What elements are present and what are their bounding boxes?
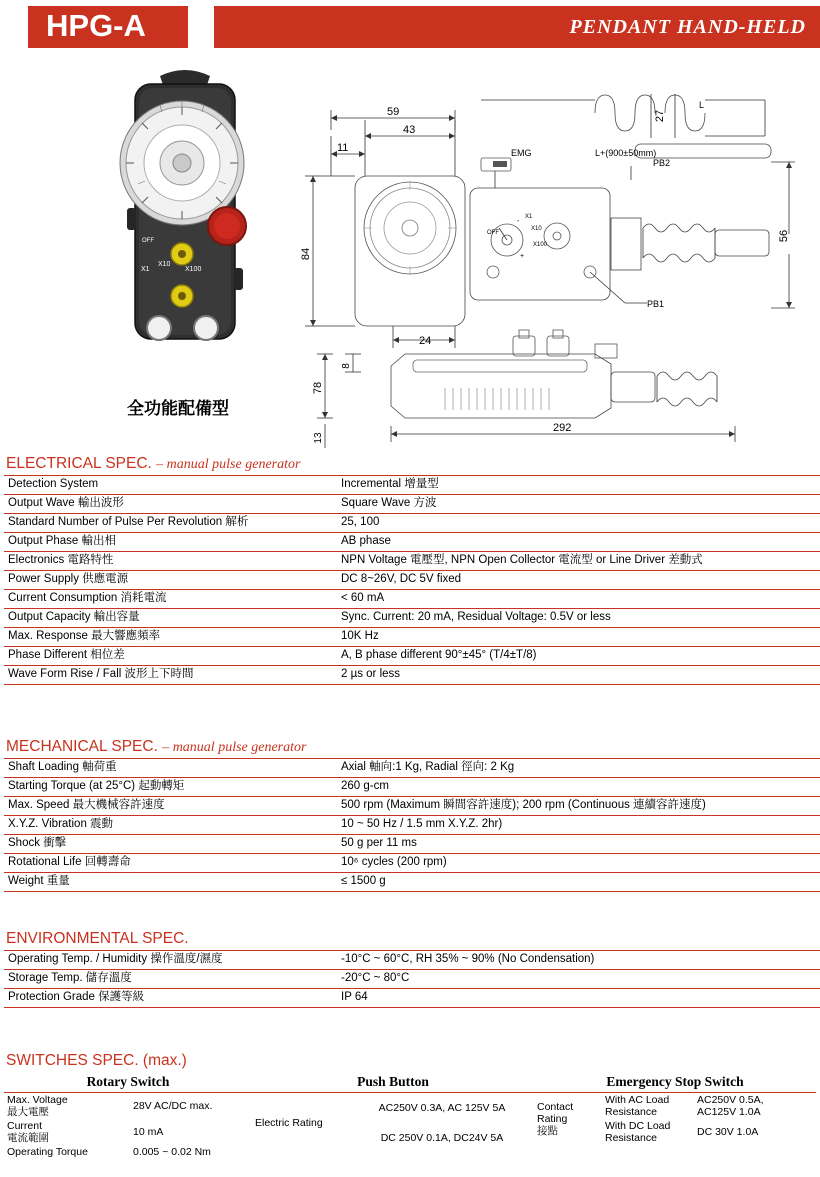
row-value: DC 30V 1.0A	[697, 1126, 759, 1139]
row-value: Sync. Current: 20 mA, Residual Voltage: 0.5V or less	[337, 609, 820, 628]
mechanical-spec-table	[4, 758, 820, 892]
electrical-spec-title-main: ELECTRICAL SPEC.	[6, 455, 152, 472]
value-line-1: AC250V 0.5A,	[697, 1094, 764, 1106]
contact-rating-label	[534, 1093, 602, 1145]
row-value: Incremental 增量型	[337, 476, 820, 495]
condition-line-1: With DC Load	[605, 1120, 671, 1133]
table-row	[4, 951, 820, 970]
table-row	[4, 759, 820, 778]
pendant-photo	[55, 58, 305, 398]
row-key: Current Consumption 消耗電流	[4, 590, 337, 609]
table-row	[4, 854, 820, 873]
table-row	[4, 628, 820, 647]
table-row	[4, 666, 820, 685]
row-key-en: Max. Voltage	[7, 1094, 68, 1106]
svg-text:X1: X1	[525, 214, 533, 220]
table-row	[4, 778, 820, 797]
svg-text:+: +	[520, 253, 525, 260]
row-key: Electronics 電路特性	[4, 552, 337, 571]
row-key: Protection Grade 保護等級	[4, 989, 337, 1008]
row-key: X.Y.Z. Vibration 震動	[4, 816, 337, 835]
condition-line-2: Resistance	[605, 1132, 657, 1145]
table-row	[4, 1145, 252, 1159]
row-key: Max. Speed 最大機械容許速度	[4, 797, 337, 816]
row-value: DC 250V 0.1A, DC24V 5A	[380, 1131, 504, 1144]
svg-text:X1: X1	[141, 266, 150, 273]
emergency-stop-table	[534, 1093, 816, 1145]
table-row	[4, 970, 820, 989]
row-value: AB phase	[337, 533, 820, 552]
row-value: AC250V 0.3A, AC 125V 5A	[378, 1101, 506, 1114]
row-key-en: Current	[7, 1120, 43, 1133]
row-value: ≤ 1500 g	[337, 873, 820, 892]
svg-text:43: 43	[403, 124, 416, 136]
row-key: Standard Number of Pulse Per Revolution 解析	[4, 514, 337, 533]
row-value: 10K Hz	[337, 628, 820, 647]
row-value: 10 mA	[133, 1126, 164, 1139]
row-value: Square Wave 方波	[337, 495, 820, 514]
row-key: Shock 衝擊	[4, 835, 337, 854]
svg-text:-: -	[517, 218, 520, 225]
svg-text:24: 24	[419, 335, 432, 347]
contact-label-3: 接點	[537, 1125, 558, 1138]
row-value: 25, 100	[337, 514, 820, 533]
row-value: NPN Voltage 電壓型, NPN Open Collector 電流型 or Line Driver 差動式	[337, 552, 820, 571]
push-button-label: Electric Rating	[255, 1116, 323, 1129]
svg-text:OFF: OFF	[142, 238, 154, 244]
row-value: 28V AC/DC max.	[133, 1100, 213, 1113]
device-caption: 全功能配備型	[127, 399, 229, 418]
page-header	[0, 0, 820, 54]
table-row	[4, 552, 820, 571]
emergency-stop-heading: Emergency Stop Switch	[606, 1074, 744, 1089]
table-row	[4, 1093, 252, 1119]
svg-text:L: L	[699, 100, 705, 110]
svg-text:PB1: PB1	[647, 299, 665, 309]
row-key: Output Capacity 輸出容量	[4, 609, 337, 628]
row-key-zh: 最大電壓	[7, 1106, 49, 1119]
environmental-spec-table	[4, 950, 820, 1008]
header-subtitle: PENDANT HAND-HELD	[569, 16, 806, 38]
table-row	[4, 476, 820, 495]
rotary-switch-table	[4, 1093, 252, 1159]
row-value: 260 g-cm	[337, 778, 820, 797]
table-row	[4, 590, 820, 609]
svg-text:X10: X10	[158, 261, 171, 268]
table-row	[252, 1093, 534, 1123]
svg-text:13: 13	[313, 432, 324, 444]
table-row	[4, 835, 820, 854]
row-value: -10°C ~ 60°C, RH 35% ~ 90% (No Condensation)	[337, 951, 820, 970]
table-row	[4, 495, 820, 514]
row-value: 10⁶ cycles (200 rpm)	[337, 854, 820, 873]
condition-line-2: Resistance	[605, 1106, 657, 1119]
row-value	[694, 1093, 816, 1119]
row-key: Output Wave 輸出波形	[4, 495, 337, 514]
product-drawing-area	[0, 58, 820, 448]
row-value: < 60 mA	[337, 590, 820, 609]
push-button-heading: Push Button	[357, 1074, 429, 1089]
row-value: 50 g per 11 ms	[337, 835, 820, 854]
row-key	[4, 1093, 130, 1119]
table-row	[4, 533, 820, 552]
row-value: Axial 軸向:1 Kg, Radial 徑向: 2 Kg	[337, 759, 820, 778]
svg-text:84: 84	[300, 247, 312, 261]
row-key: Power Supply 供應電源	[4, 571, 337, 590]
value-line-2: AC125V 1.0A	[697, 1106, 761, 1119]
switches-spec-title: SWITCHES SPEC. (max.)	[6, 1052, 187, 1069]
mechanical-spec-title-sub: – manual pulse generator	[162, 740, 307, 755]
rotary-switch-heading: Rotary Switch	[86, 1074, 170, 1089]
table-row	[4, 816, 820, 835]
svg-text:78: 78	[312, 381, 324, 395]
push-button-block	[252, 1074, 534, 1159]
svg-text:PB2: PB2	[653, 158, 671, 168]
row-key	[4, 1119, 130, 1145]
row-key: Wave Form Rise / Fall 波形上下時間	[4, 666, 337, 685]
table-row	[4, 989, 820, 1008]
svg-text:EMG: EMG	[511, 148, 532, 158]
svg-text:X10: X10	[531, 226, 542, 232]
table-row	[4, 514, 820, 533]
contact-label-2: Rating	[537, 1113, 568, 1126]
svg-text:292: 292	[553, 422, 572, 434]
environmental-spec-title: ENVIRONMENTAL SPEC.	[6, 930, 189, 947]
table-row	[4, 873, 820, 892]
row-key: Operating Temp. / Humidity 操作溫度/濕度	[4, 951, 337, 970]
table-row	[4, 647, 820, 666]
mechanical-spec-title-main: MECHANICAL SPEC.	[6, 738, 158, 755]
mechanical-spec-title	[6, 738, 816, 756]
table-row	[4, 609, 820, 628]
svg-text:59: 59	[387, 106, 400, 118]
header-title-notch	[188, 6, 214, 48]
push-button-table	[252, 1093, 534, 1153]
electrical-spec-title-sub: – manual pulse generator	[156, 457, 301, 472]
emergency-stop-block	[534, 1074, 816, 1159]
technical-drawing	[295, 58, 815, 448]
svg-text:56: 56	[778, 229, 790, 243]
electrical-spec-table	[4, 475, 820, 685]
row-key: Phase Different 相位差	[4, 647, 337, 666]
rotary-switch-block	[4, 1074, 252, 1159]
electrical-spec-section	[4, 455, 816, 685]
row-value: A, B phase different 90°±45° (T/4±T/8)	[337, 647, 820, 666]
model-title: HPG-A	[46, 8, 146, 43]
row-key: Detection System	[4, 476, 337, 495]
row-key-zh: 電流範圍	[7, 1132, 49, 1145]
row-key: Starting Torque (at 25°C) 起動轉矩	[4, 778, 337, 797]
svg-text:11: 11	[337, 142, 349, 154]
electrical-spec-title	[6, 455, 816, 473]
table-row	[4, 1119, 252, 1145]
row-key: Storage Temp. 儲存溫度	[4, 970, 337, 989]
row-key: Shaft Loading 軸荷重	[4, 759, 337, 778]
row-value: -20°C ~ 80°C	[337, 970, 820, 989]
row-key: Rotational Life 回轉壽命	[4, 854, 337, 873]
condition-line-1: With AC Load	[605, 1094, 670, 1106]
row-key: Weight 重量	[4, 873, 337, 892]
row-key: Max. Response 最大響應頻率	[4, 628, 337, 647]
svg-text:8: 8	[341, 363, 352, 369]
row-condition	[602, 1119, 694, 1145]
mechanical-spec-section	[4, 738, 816, 892]
row-key: Operating Torque	[7, 1146, 88, 1159]
table-row	[4, 571, 820, 590]
row-value: 2 µs or less	[337, 666, 820, 685]
row-value: 0.005 ~ 0.02 Nm	[133, 1146, 211, 1159]
row-value: IP 64	[337, 989, 820, 1008]
switches-columns	[4, 1074, 816, 1159]
svg-text:X100: X100	[185, 266, 202, 273]
table-row	[4, 797, 820, 816]
svg-text:X100: X100	[533, 242, 548, 248]
svg-text:L+(900±50mm): L+(900±50mm)	[595, 148, 657, 158]
header-left-notch	[0, 0, 28, 54]
row-value: DC 8~26V, DC 5V fixed	[337, 571, 820, 590]
table-row	[534, 1093, 816, 1119]
contact-label-1: Contact	[537, 1101, 574, 1114]
row-condition	[602, 1093, 694, 1119]
environmental-spec-section	[4, 930, 816, 1008]
row-value: 10 ~ 50 Hz / 1.5 mm X.Y.Z. 2hr)	[337, 816, 820, 835]
svg-text:OFF: OFF	[487, 230, 499, 236]
svg-text:27: 27	[654, 109, 666, 123]
switches-spec-section	[4, 1052, 816, 1159]
row-value: 500 rpm (Maximum 瞬間容許速度); 200 rpm (Continuous 連續容許速度)	[337, 797, 820, 816]
row-key: Output Phase 輸出相	[4, 533, 337, 552]
